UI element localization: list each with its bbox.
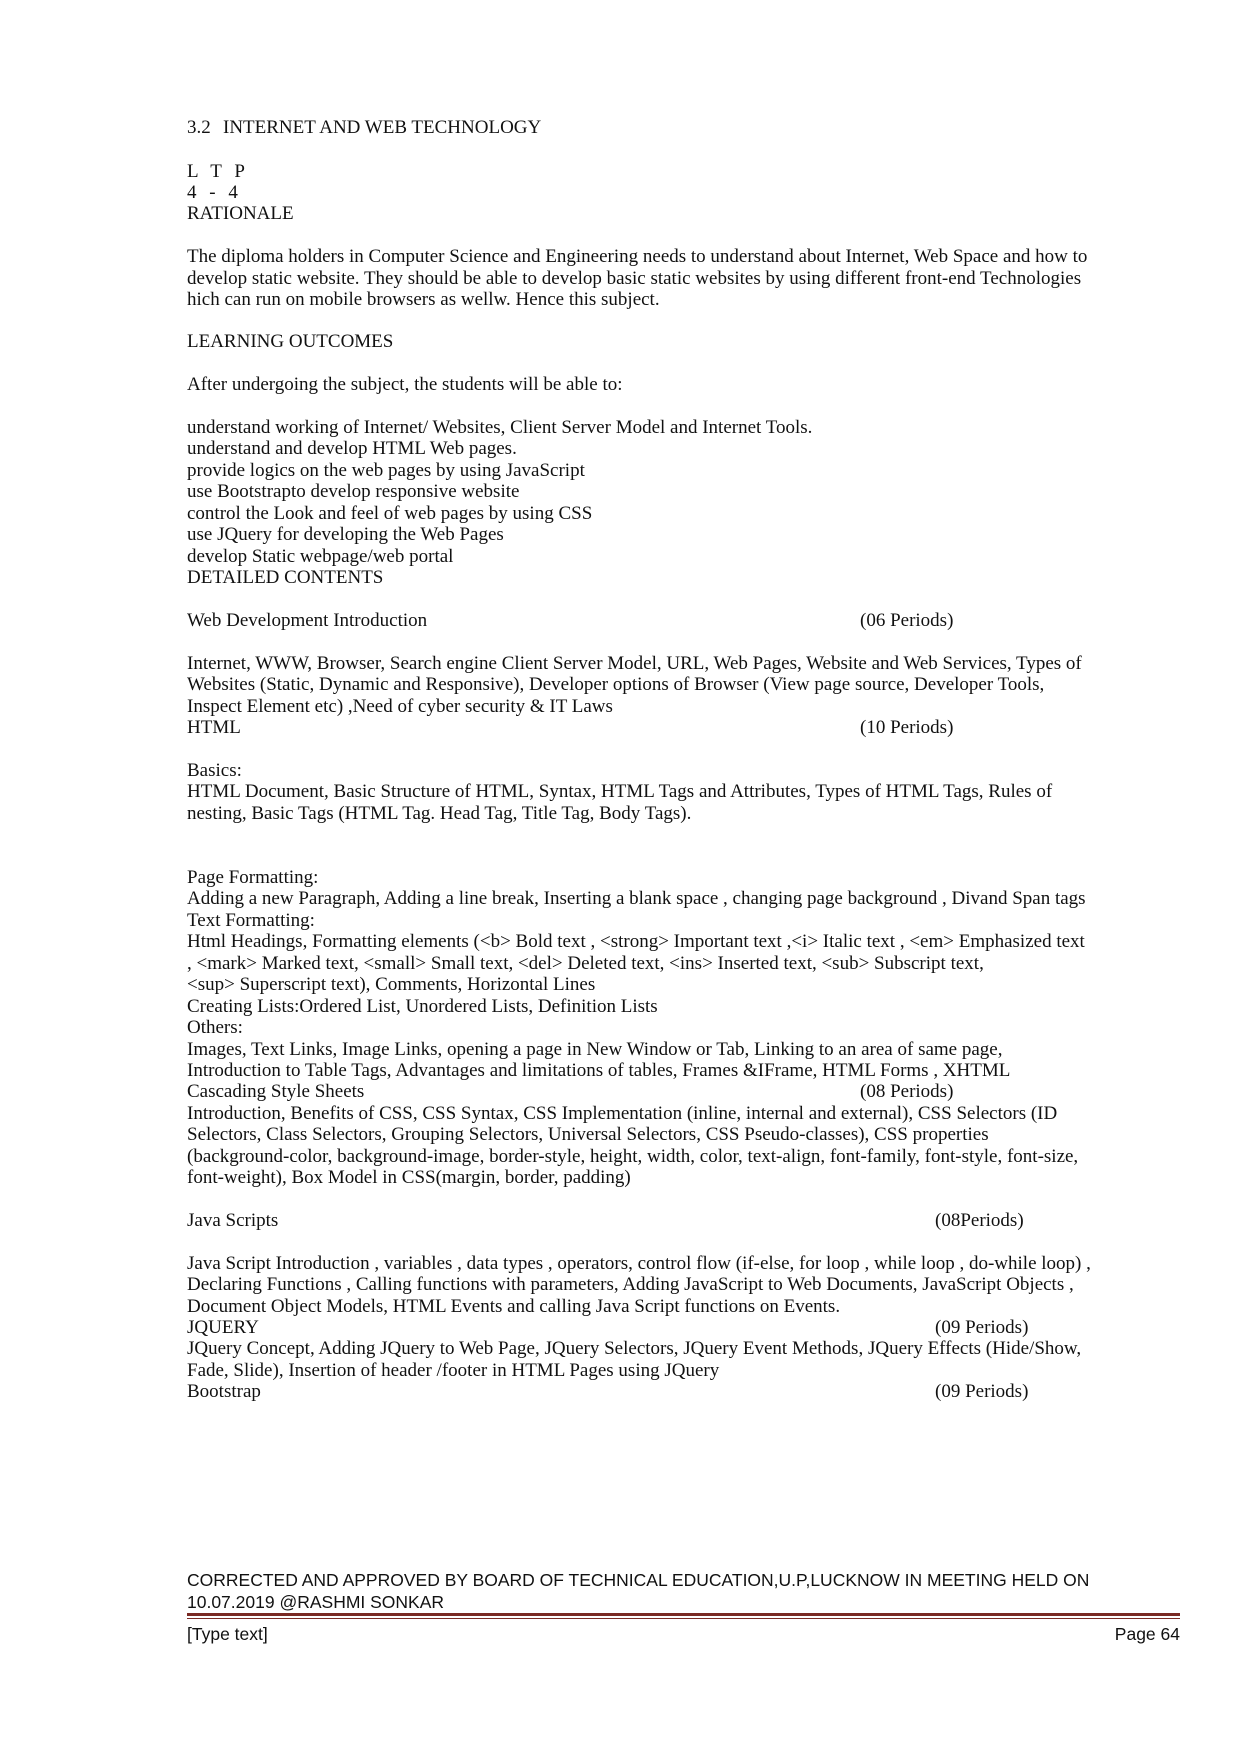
unit-line: nesting, Basic Tags (HTML Tag. Head Tag, Title Tag, Body Tags). xyxy=(187,803,692,824)
unit-periods: (09 Periods) xyxy=(935,1381,1029,1402)
section-heading xyxy=(187,116,1187,140)
outcome-item: use JQuery for developing the Web Pages xyxy=(187,524,504,545)
unit-line: Introduction, Benefits of CSS, CSS Syntax, CSS Implementation (inline, internal and external), CSS Selectors (ID xyxy=(187,1103,1058,1124)
unit-periods: (09 Periods) xyxy=(935,1317,1029,1338)
unit-title: Web Development Introduction xyxy=(187,610,428,631)
section-number: 3.2 xyxy=(187,117,211,138)
outcome-item: understand and develop HTML Web pages. xyxy=(187,438,517,459)
approval-note-line: CORRECTED AND APPROVED BY BOARD OF TECHNICAL EDUCATION,U.P,LUCKNOW IN MEETING HELD ON xyxy=(187,1570,1090,1590)
unit-line: Images, Text Links, Image Links, opening a page in New Window or Tab, Linking to an area of same page, xyxy=(187,1039,1003,1060)
outcomes-intro: After undergoing the subject, the students will be able to: xyxy=(187,374,623,395)
unit-line: Adding a new Paragraph, Adding a line break, Inserting a blank space , changing page background , Divand Span tags xyxy=(187,888,1086,909)
unit-line: <sup> Superscript text), Comments, Horizontal Lines xyxy=(187,974,596,995)
unit-periods: (10 Periods) xyxy=(860,717,954,738)
unit-line: JQuery Concept, Adding JQuery to Web Page, JQuery Selectors, JQuery Event Methods, JQuery Effects (Hide/Show, xyxy=(187,1338,1082,1359)
outcome-item: provide logics on the web pages by using JavaScript xyxy=(187,460,585,481)
unit-line: font-weight), Box Model in CSS(margin, border, padding) xyxy=(187,1167,631,1188)
approval-note-line: 10.07.2019 @RASHMI SONKAR xyxy=(187,1592,445,1612)
unit-periods: (08Periods) xyxy=(935,1210,1024,1231)
unit-line: Creating Lists:Ordered List, Unordered Lists, Definition Lists xyxy=(187,996,658,1017)
unit-line: , <mark> Marked text, <small> Small text, <del> Deleted text, <ins> Inserted text, <sub> Subscript text, xyxy=(187,953,984,974)
outcomes-heading: LEARNING OUTCOMES xyxy=(187,331,394,352)
footer-divider-thin xyxy=(187,1618,1180,1619)
rationale-line: hich can run on mobile browsers as wellw. Hence this subject. xyxy=(187,289,660,310)
unit-line: Document Object Models, HTML Events and calling Java Script functions on Events. xyxy=(187,1296,841,1317)
subheading-others: Others: xyxy=(187,1017,243,1038)
unit-heading-bootstrap xyxy=(187,1380,1187,1404)
rationale-line: develop static website. They should be able to develop basic static websites by using different front-end Technologies xyxy=(187,268,1082,289)
subheading-text-formatting: Text Formatting: xyxy=(187,910,315,931)
contents-heading: DETAILED CONTENTS xyxy=(187,567,384,588)
footer-divider xyxy=(187,1613,1180,1616)
unit-line: Introduction to Table Tags, Advantages and limitations of tables, Frames &IFrame, HTML Forms , XHTML xyxy=(187,1060,1011,1081)
page-number: Page 64 xyxy=(1114,1624,1180,1644)
unit-title: Cascading Style Sheets xyxy=(187,1081,365,1102)
outcome-item: develop Static webpage/web portal xyxy=(187,546,454,567)
ltp-values: 4 - 4 xyxy=(187,182,238,203)
outcome-item: control the Look and feel of web pages by using CSS xyxy=(187,503,593,524)
unit-line: Websites (Static, Dynamic and Responsive), Developer options of Browser (View page source, Developer Tools, xyxy=(187,674,1045,695)
unit-line: (background-color, background-image, border-style, height, width, color, text-align, font-family, font-style, font-size, xyxy=(187,1146,1079,1167)
rationale-line: The diploma holders in Computer Science and Engineering needs to understand about Internet, Web Space and how to xyxy=(187,246,1088,267)
outcome-item: use Bootstrapto develop responsive website xyxy=(187,481,520,502)
unit-periods: (06 Periods) xyxy=(860,610,954,631)
unit-heading-css xyxy=(187,1080,1187,1104)
unit-line: Declaring Functions , Calling functions with parameters, Adding JavaScript to Web Documents, JavaScript Objects , xyxy=(187,1274,1074,1295)
ltp-header: L T P xyxy=(187,161,245,182)
unit-heading-html xyxy=(187,716,1187,740)
unit-title: Bootstrap xyxy=(187,1381,261,1402)
unit-line: Internet, WWW, Browser, Search engine Client Server Model, URL, Web Pages, Website and Web Services, Types of xyxy=(187,653,1082,674)
outcome-item: understand working of Internet/ Websites, Client Server Model and Internet Tools. xyxy=(187,417,813,438)
unit-line: Selectors, Class Selectors, Grouping Selectors, Universal Selectors, CSS Pseudo-classes), CSS properties xyxy=(187,1124,989,1145)
section-title: INTERNET AND WEB TECHNOLOGY xyxy=(223,117,542,138)
unit-line: Java Script Introduction , variables , data types , operators, control flow (if-else, for loop , while loop , do-while loop) , xyxy=(187,1253,1091,1274)
unit-title: JQUERY xyxy=(187,1317,259,1338)
unit-line: Fade, Slide), Insertion of header /footer in HTML Pages using JQuery xyxy=(187,1360,720,1381)
unit-title: Java Scripts xyxy=(187,1210,279,1231)
unit-title: HTML xyxy=(187,717,241,738)
subheading-page-formatting: Page Formatting: xyxy=(187,867,319,888)
footer-left-text: [Type text] xyxy=(187,1624,268,1644)
unit-line: Inspect Element etc) ,Need of cyber security & IT Laws xyxy=(187,696,613,717)
unit-heading-js xyxy=(187,1209,1187,1233)
unit-line: Html Headings, Formatting elements (<b> Bold text , <strong> Important text ,<i> Italic text , <em> Emphasized text xyxy=(187,931,1085,952)
rationale-heading: RATIONALE xyxy=(187,203,294,224)
unit-line: HTML Document, Basic Structure of HTML, Syntax, HTML Tags and Attributes, Types of HTML Tags, Rules of xyxy=(187,781,1053,802)
unit-heading-web-dev xyxy=(187,609,1187,633)
subheading-basics: Basics: xyxy=(187,760,242,781)
unit-periods: (08 Periods) xyxy=(860,1081,954,1102)
